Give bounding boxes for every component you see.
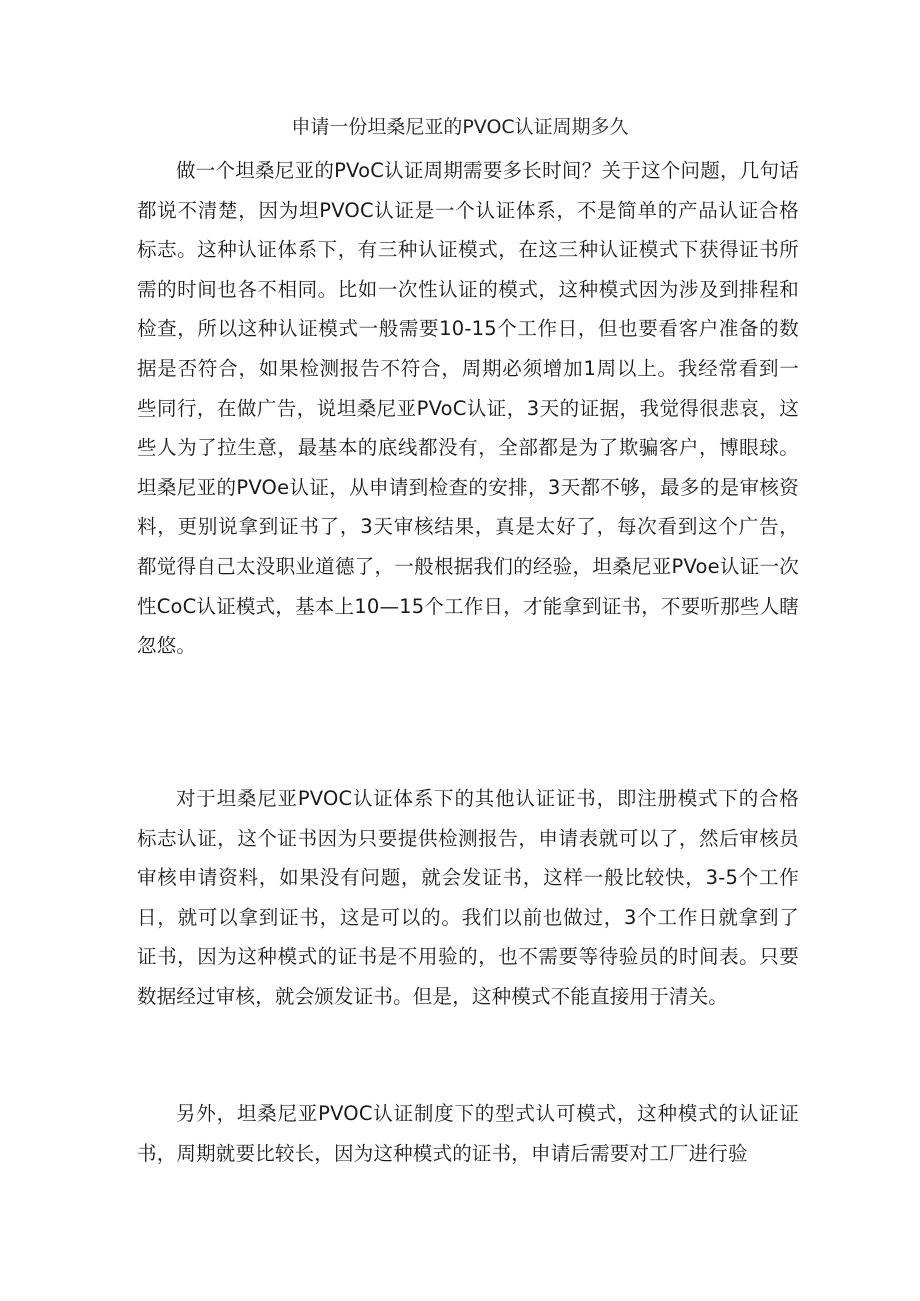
paragraph-1: 做一个坦桑尼亚的PVoC认证周期需要多长时间？关于这个问题，几句话都说不清楚，因为坦PVOC认证是一个认证体系，不是简单的产品认证合格标志。这种认证体系下，有三种认证模式，在这三种认证模式下获得证书所需的时间也各不相同。比如一次性认证的模式，这种模式因为涉及到排程和检查，所以这种认证模式一般需要10-15个工作日，但也要看客户准备的数据是否符合，如果检测报告不符合，周期必须增加1周以上。我经常看到一些同行，在做广告，说坦桑尼亚PVoC认证，3天的证据，我觉得很悲哀，这些人为了拉生意，最基本的底线都没有，全部都是为了欺骗客户，博眼球。坦桑尼亚的PVOe认证，从申请到检查的安排，3天都不够，最多的是审核资料，更别说拿到证书了，3天审核结果，真是太好了，每次看到这个广告，都觉得自己太没职业道德了，一般根据我们的经验，坦桑尼亚PVoe认证一次性CoC认证模式，基本上10—15个工作日，才能拿到证书，不要听那些人瞎忽悠。 (137, 159, 799, 658)
document-title: 申请一份坦桑尼亚的PVOC认证周期多久 (291, 116, 629, 138)
paragraph-2: 对于坦桑尼亚PVOC认证体系下的其他认证证书，即注册模式下的合格标志认证，这个证书因为只要提供检测报告，申请表就可以了，然后审核员审核申请资料，如果没有问题，就会发证书，这样一般比较快，3-5个工作日，就可以拿到证书，这是可以的。我们以前也做过，3个工作日就拿到了证书，因为这种模式的证书是不用验的，也不需要等待验员的时间表。只要数据经过审核，就会颁发证书。但是，这种模式不能直接用于清关。 (137, 787, 799, 1008)
paragraph-3: 另外，坦桑尼亚PVOC认证制度下的型式认可模式，这种模式的认证证书，周期就要比较长，因为这种模式的证书，申请后需要对工厂进行验 (137, 1102, 799, 1165)
